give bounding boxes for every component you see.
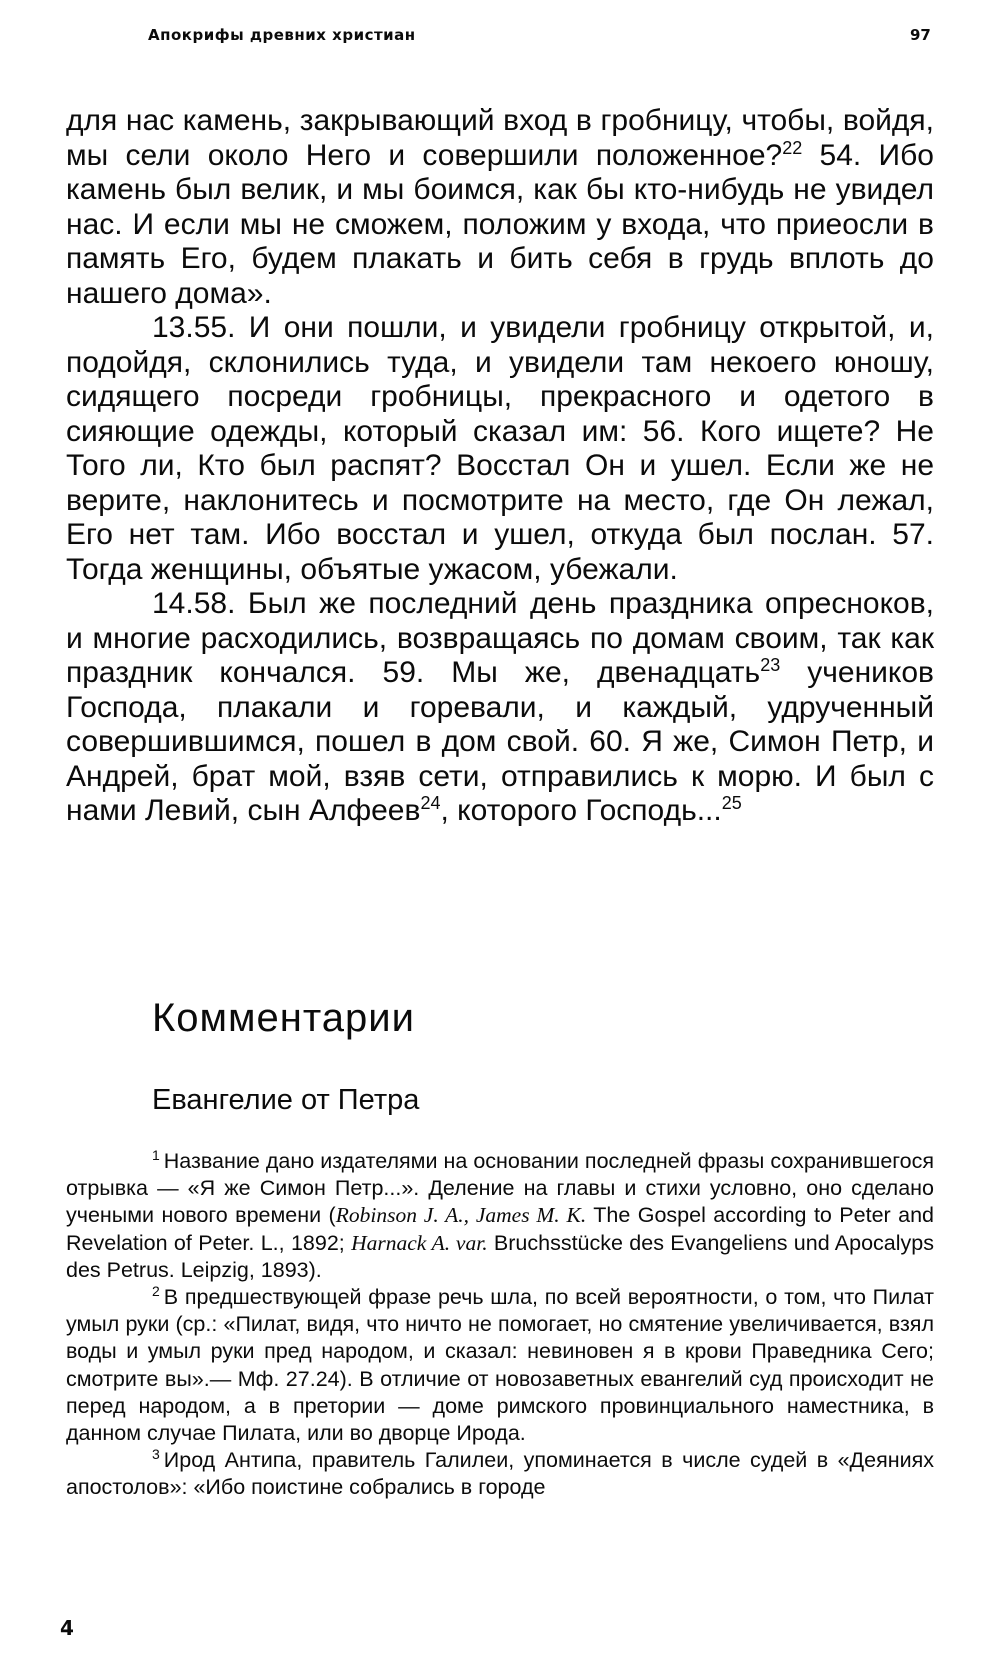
note-3 [66,1447,934,1501]
note-1-authors-1: Robinson J. A., James M. K. [335,1203,587,1228]
note-2-mark: 2 [152,1282,160,1299]
note-1-text-c: Bruchsstücke des Evangeliens und Apocalyps des Petrus. Leipzig, 1893). [66,1230,934,1282]
note-1-authors-2: Harnack A. var. [351,1230,488,1255]
paragraph-3 [66,587,934,829]
note-3-mark: 3 [152,1446,160,1463]
footnote-ref-24: 24 [420,793,441,813]
paragraph-1-text-b: 54. Ибо камень был велик, и мы боимся, как бы кто-нибудь не увидел нас. И если мы не сможем, положим у входа, что приеосли в память Его, будем плакать и бить себя в грудь вплоть до нашего дома». [66,138,934,310]
commentary-notes [66,1148,934,1502]
paragraph-1 [66,104,934,311]
paragraph-2: 13.55. И они пошли, и увидели гробницу открытой, и, подойдя, склонились туда, и увидели там некоего юношу, сидящего посреди гробницы, прекрасного и одетого в сияющие одежды, который сказал им: 56. Кого ищете? Не Того ли, Кто был распят? Восстал Он и ушел. Если же не верите, наклонитесь и посмотрите на место, где Он лежал, Его нет там. Ибо восстал и ушел, откуда был послан. 57. Тогда женщины, объятые ужасом, убежали. [66,311,934,586]
note-1 [66,1148,934,1284]
main-text [66,104,934,829]
note-1-text-b: The Gospel according to Peter and Revelation of Peter. L., 1892; [66,1203,934,1255]
commentary-title: Комментарии [152,996,415,1040]
commentary-subtitle: Евангелие от Петра [152,1084,420,1116]
note-2-text: В предшествующей фразе речь шла, по всей вероятности, о том, что Пилат умыл руки (ср.: «Пилат, видя, что ничто не помогает, но смятение увеличивается, взял воды и умыл руки пред народом, и сказал: невиновен я в крови Праведника Сего; смотрите вы».— Мф. 27.24). В отличие от новозаветных евангелий суд происходит не перед народом, а в претории — доме римского провинциального наместника, в данном случае Пилата, или во дворце Ирода. [66,1285,934,1446]
note-3-text: Ирод Антипа, правитель Галилеи, упоминается в числе судей в «Деяниях апостолов»: «Ибо поистине собрались в городе [66,1448,934,1500]
paragraph-3-text-b: учеников Господа, плакали и горевали, и каждый, удрученный совершившимся, пошел в дом свой. 60. Я же, Симон Петр, и Андрей, брат мой, взяв сети, отправились к морю. И был с нами Левий, сын Алфеев [66,656,934,827]
printer-signature: 4 [60,1616,74,1640]
paragraph-3-text-c: , которого Господь... [440,794,722,827]
running-head: Апокрифы древних христиан [148,26,416,44]
footnote-ref-22: 22 [782,137,803,158]
footnote-ref-25: 25 [721,793,742,813]
paragraph-1-text-a: для нас камень, закрывающий вход в гробницу, чтобы, войдя, мы сели около Него и совершили положенное? [66,104,934,172]
note-2 [66,1284,934,1447]
footnote-ref-23: 23 [760,655,781,675]
note-1-text-a: Название дано издателями на основании последней фразы сохранившегося отрывка — «Я же Симон Петр...». Деление на главы и стихи условно, оно сделано учеными нового времени ( [66,1149,934,1228]
note-1-mark: 1 [152,1146,160,1163]
paragraph-3-text-a: 14.58. Был же последний день праздника опресноков, и многие расходились, возвращаясь по домам своим, так как праздник кончался. 59. Мы же, двенадцать [66,587,934,689]
page-number: 97 [910,26,931,44]
